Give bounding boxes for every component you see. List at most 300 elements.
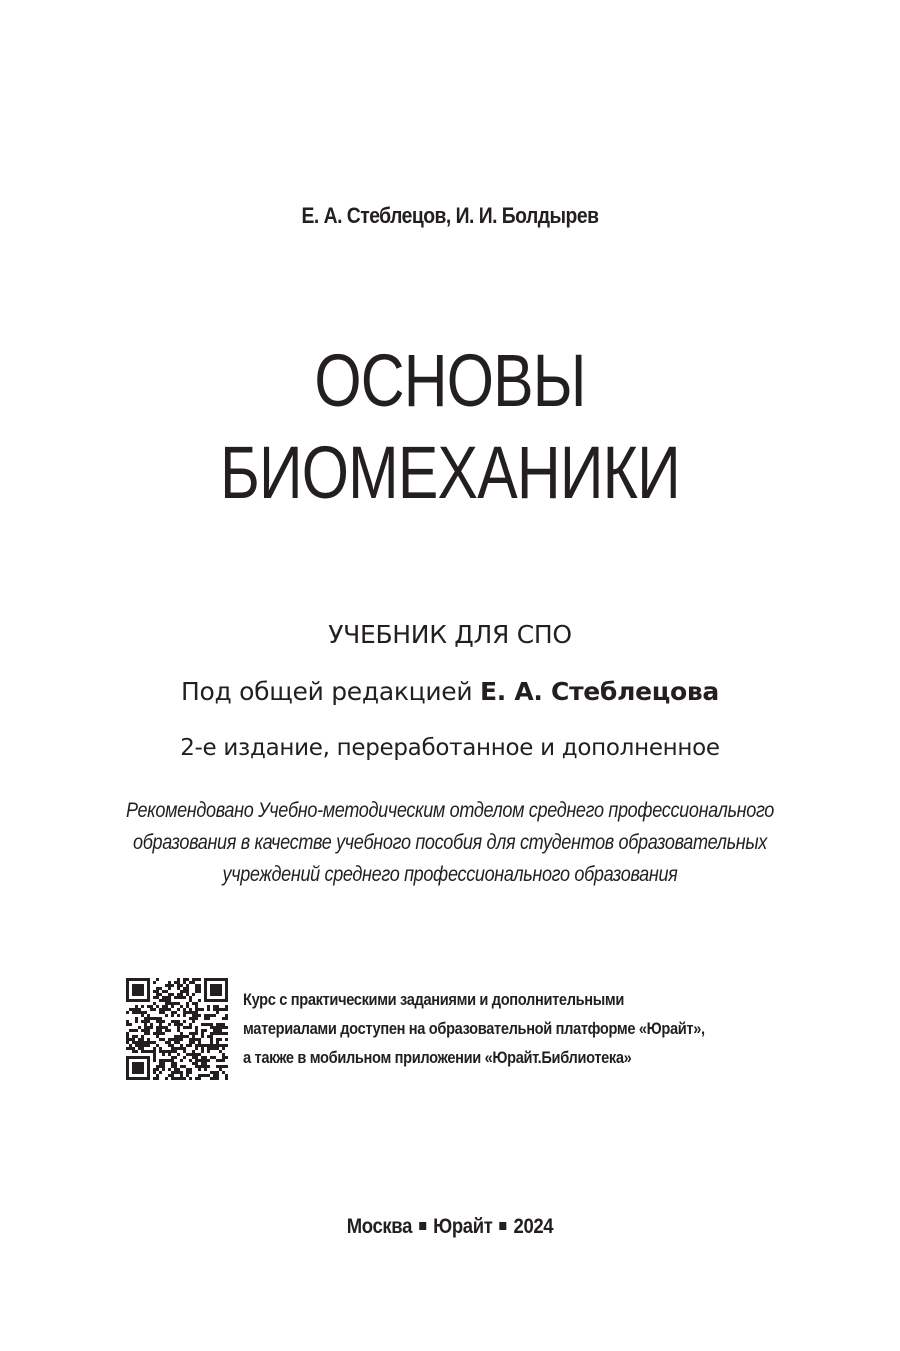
qr-module bbox=[165, 1077, 168, 1080]
qr-module bbox=[216, 1059, 219, 1062]
qr-module bbox=[216, 1047, 219, 1050]
qr-module bbox=[153, 996, 156, 999]
qr-module bbox=[168, 984, 171, 987]
qr-module bbox=[216, 1026, 219, 1029]
qr-module bbox=[207, 1008, 210, 1011]
qr-module bbox=[186, 1044, 189, 1047]
qr-module bbox=[213, 1005, 216, 1008]
qr-module bbox=[225, 1074, 228, 1077]
qr-module bbox=[180, 1071, 183, 1074]
qr-module bbox=[189, 1041, 192, 1044]
qr-module bbox=[216, 1038, 219, 1041]
qr-module bbox=[177, 1041, 180, 1044]
qr-module bbox=[162, 1008, 165, 1011]
qr-module bbox=[201, 1056, 204, 1059]
qr-module bbox=[180, 1074, 183, 1077]
qr-module bbox=[189, 1077, 192, 1080]
qr-module bbox=[165, 1041, 168, 1044]
qr-module bbox=[168, 1041, 171, 1044]
qr-module bbox=[186, 1068, 189, 1071]
qr-module bbox=[156, 990, 159, 993]
qr-module bbox=[129, 1023, 132, 1026]
qr-module bbox=[213, 1008, 216, 1011]
qr-module bbox=[213, 1077, 216, 1080]
qr-module bbox=[141, 1029, 144, 1032]
qr-module bbox=[153, 1002, 156, 1005]
course-line-3: а также в мобильном приложении «Юрайт.Библиотека» bbox=[243, 1048, 632, 1067]
qr-module bbox=[156, 987, 159, 990]
qr-module bbox=[177, 1002, 180, 1005]
qr-module bbox=[201, 1062, 204, 1065]
qr-module bbox=[171, 1059, 174, 1062]
qr-module bbox=[207, 1047, 210, 1050]
qr-module bbox=[162, 1068, 165, 1071]
qr-module bbox=[180, 1065, 183, 1068]
qr-module bbox=[195, 984, 198, 987]
qr-module bbox=[171, 993, 174, 996]
qr-module bbox=[129, 1044, 132, 1047]
qr-module bbox=[222, 1017, 225, 1020]
qr-code-icon bbox=[126, 978, 228, 1080]
qr-module bbox=[174, 1077, 177, 1080]
qr-module bbox=[177, 1047, 180, 1050]
qr-module bbox=[162, 990, 165, 993]
qr-module bbox=[192, 1011, 195, 1014]
qr-module bbox=[207, 1017, 210, 1020]
qr-module bbox=[159, 993, 162, 996]
qr-module bbox=[180, 1059, 183, 1062]
qr-module bbox=[156, 1032, 159, 1035]
qr-module bbox=[204, 1062, 207, 1065]
qr-module bbox=[171, 1065, 174, 1068]
qr-module bbox=[156, 1005, 159, 1008]
qr-module bbox=[225, 1038, 228, 1041]
qr-module bbox=[195, 1044, 198, 1047]
qr-module bbox=[126, 1035, 129, 1038]
qr-module bbox=[186, 978, 189, 981]
qr-module bbox=[174, 1035, 177, 1038]
qr-module bbox=[222, 1053, 225, 1056]
qr-module bbox=[165, 1050, 168, 1053]
qr-module bbox=[171, 1011, 174, 1014]
qr-module bbox=[168, 1059, 171, 1062]
qr-module bbox=[150, 1005, 153, 1008]
qr-module bbox=[192, 1035, 195, 1038]
qr-module bbox=[213, 1047, 216, 1050]
qr-module bbox=[195, 1029, 198, 1032]
qr-module bbox=[132, 1008, 135, 1011]
square-bullet-icon bbox=[419, 1222, 426, 1230]
qr-module bbox=[177, 1008, 180, 1011]
qr-module bbox=[180, 1032, 183, 1035]
qr-module bbox=[159, 1032, 162, 1035]
qr-module bbox=[216, 1005, 219, 1008]
qr-module bbox=[153, 981, 156, 984]
qr-module bbox=[222, 1059, 225, 1062]
qr-module bbox=[156, 1029, 159, 1032]
qr-module bbox=[216, 1041, 219, 1044]
qr-module bbox=[171, 1071, 174, 1074]
qr-module bbox=[156, 1026, 159, 1029]
qr-module bbox=[159, 1047, 162, 1050]
qr-module bbox=[135, 1035, 138, 1038]
qr-module bbox=[153, 990, 156, 993]
qr-module bbox=[141, 1020, 144, 1023]
qr-module bbox=[198, 1053, 201, 1056]
qr-module bbox=[177, 984, 180, 987]
qr-module bbox=[225, 1056, 228, 1059]
qr-module bbox=[168, 981, 171, 984]
qr-module bbox=[171, 1074, 174, 1077]
qr-module bbox=[225, 1014, 228, 1017]
qr-module bbox=[171, 1002, 174, 1005]
qr-module bbox=[174, 1038, 177, 1041]
course-info bbox=[243, 985, 705, 1072]
qr-module bbox=[192, 1050, 195, 1053]
qr-module bbox=[165, 1029, 168, 1032]
qr-module bbox=[189, 1044, 192, 1047]
qr-module bbox=[138, 1047, 141, 1050]
square-bullet-icon bbox=[499, 1222, 506, 1230]
imprint-year: 2024 bbox=[513, 1215, 554, 1238]
qr-module bbox=[213, 1032, 216, 1035]
qr-module bbox=[129, 1029, 132, 1032]
qr-module bbox=[207, 1023, 210, 1026]
qr-module bbox=[195, 1026, 198, 1029]
qr-module bbox=[168, 1038, 171, 1041]
qr-module bbox=[171, 1020, 174, 1023]
qr-module bbox=[147, 1032, 150, 1035]
qr-module bbox=[159, 1008, 162, 1011]
qr-module bbox=[129, 1047, 132, 1050]
qr-module bbox=[147, 1014, 150, 1017]
qr-module bbox=[219, 1008, 222, 1011]
qr-module bbox=[204, 1014, 207, 1017]
qr-module bbox=[171, 1050, 174, 1053]
qr-module bbox=[126, 1038, 129, 1041]
qr-module bbox=[222, 1008, 225, 1011]
qr-module bbox=[186, 1053, 189, 1056]
qr-module bbox=[156, 1074, 159, 1077]
qr-module bbox=[183, 1011, 186, 1014]
qr-module bbox=[162, 999, 165, 1002]
qr-module bbox=[219, 1029, 222, 1032]
qr-module bbox=[177, 1026, 180, 1029]
qr-module bbox=[225, 1032, 228, 1035]
qr-module bbox=[201, 1035, 204, 1038]
qr-module bbox=[144, 1026, 147, 1029]
qr-module bbox=[156, 1020, 159, 1023]
qr-module bbox=[132, 1011, 135, 1014]
qr-module bbox=[174, 1068, 177, 1071]
qr-module bbox=[189, 999, 192, 1002]
qr-module bbox=[195, 1038, 198, 1041]
qr-module bbox=[162, 1038, 165, 1041]
recommendation-line-3: учреждений среднего профессионального образования bbox=[222, 863, 678, 886]
qr-module bbox=[135, 1005, 138, 1008]
qr-module bbox=[138, 1038, 141, 1041]
qr-module bbox=[165, 984, 168, 987]
qr-module bbox=[144, 1032, 147, 1035]
recommendation-line-1: Рекомендовано Учебно-методическим отделом среднего профессионального bbox=[125, 799, 775, 822]
qr-module bbox=[156, 1077, 159, 1080]
qr-module bbox=[189, 1071, 192, 1074]
qr-module bbox=[204, 1029, 207, 1032]
qr-module bbox=[219, 1023, 222, 1026]
qr-module bbox=[147, 1005, 150, 1008]
qr-module bbox=[180, 984, 183, 987]
qr-module bbox=[153, 1032, 156, 1035]
qr-module bbox=[147, 1029, 150, 1032]
qr-module bbox=[171, 1005, 174, 1008]
qr-module bbox=[216, 1071, 219, 1074]
qr-module bbox=[183, 1035, 186, 1038]
qr-module bbox=[156, 1035, 159, 1038]
qr-module bbox=[126, 1011, 129, 1014]
qr-module bbox=[138, 1041, 141, 1044]
qr-module bbox=[156, 1065, 159, 1068]
editor-prefix: Под общей редакцией bbox=[181, 677, 480, 706]
qr-module bbox=[192, 1038, 195, 1041]
qr-module bbox=[177, 996, 180, 999]
course-line-2: материалами доступен на образовательной платформе «Юрайт», bbox=[243, 1019, 705, 1038]
qr-module bbox=[213, 1026, 216, 1029]
qr-module bbox=[219, 1038, 222, 1041]
qr-module bbox=[198, 987, 201, 990]
qr-module bbox=[183, 1077, 186, 1080]
qr-module bbox=[225, 1044, 228, 1047]
qr-module bbox=[225, 1005, 228, 1008]
qr-module bbox=[153, 1047, 156, 1050]
qr-module bbox=[168, 1074, 171, 1077]
qr-module bbox=[195, 1077, 198, 1080]
qr-module bbox=[171, 1056, 174, 1059]
qr-module bbox=[198, 1068, 201, 1071]
qr-module bbox=[183, 1020, 186, 1023]
qr-module bbox=[222, 1065, 225, 1068]
qr-module bbox=[141, 1005, 144, 1008]
qr-module bbox=[162, 1026, 165, 1029]
qr-module bbox=[198, 984, 201, 987]
qr-module bbox=[132, 1029, 135, 1032]
qr-module bbox=[168, 996, 171, 999]
qr-module bbox=[192, 993, 195, 996]
qr-module bbox=[141, 1014, 144, 1017]
qr-module bbox=[186, 984, 189, 987]
qr-module bbox=[150, 1041, 153, 1044]
qr-module bbox=[165, 1008, 168, 1011]
qr-module bbox=[207, 1014, 210, 1017]
qr-module bbox=[210, 1047, 213, 1050]
qr-module bbox=[213, 1029, 216, 1032]
book-title-line-2: БИОМЕХАНИКИ bbox=[220, 431, 680, 514]
qr-module bbox=[177, 978, 180, 981]
qr-module bbox=[126, 1020, 129, 1023]
qr-module bbox=[195, 1056, 198, 1059]
qr-module bbox=[216, 1011, 219, 1014]
qr-module bbox=[129, 1038, 132, 1041]
qr-module bbox=[138, 1011, 141, 1014]
qr-module bbox=[201, 1032, 204, 1035]
qr-module bbox=[165, 1005, 168, 1008]
qr-module bbox=[159, 1020, 162, 1023]
qr-module bbox=[198, 978, 201, 981]
qr-module bbox=[135, 1011, 138, 1014]
qr-module bbox=[126, 1032, 129, 1035]
qr-module bbox=[132, 1041, 135, 1044]
recommendation-line-2: образования в качестве учебного пособия для студентов образовательных bbox=[132, 831, 768, 854]
qr-module bbox=[183, 1065, 186, 1068]
qr-module bbox=[201, 1023, 204, 1026]
qr-module bbox=[171, 1062, 174, 1065]
qr-module bbox=[168, 1002, 171, 1005]
qr-module bbox=[195, 1047, 198, 1050]
qr-module bbox=[201, 1074, 204, 1077]
qr-module bbox=[159, 1017, 162, 1020]
qr-module bbox=[216, 1065, 219, 1068]
qr-module bbox=[189, 1008, 192, 1011]
qr-module bbox=[141, 1050, 144, 1053]
qr-module bbox=[204, 1056, 207, 1059]
qr-module bbox=[201, 1044, 204, 1047]
qr-module bbox=[189, 1032, 192, 1035]
qr-module bbox=[174, 1002, 177, 1005]
qr-module bbox=[198, 1077, 201, 1080]
qr-module bbox=[147, 1038, 150, 1041]
qr-module bbox=[159, 1029, 162, 1032]
qr-module bbox=[192, 1014, 195, 1017]
qr-module bbox=[162, 1011, 165, 1014]
qr-module bbox=[150, 1050, 153, 1053]
qr-module bbox=[177, 1035, 180, 1038]
qr-module bbox=[192, 978, 195, 981]
qr-module bbox=[204, 1023, 207, 1026]
qr-module bbox=[135, 1050, 138, 1053]
qr-module bbox=[186, 990, 189, 993]
qr-module bbox=[192, 1017, 195, 1020]
editor-name: Е. А. Стеблецова bbox=[480, 677, 719, 706]
qr-module bbox=[165, 1002, 168, 1005]
qr-module bbox=[189, 1038, 192, 1041]
qr-module bbox=[195, 1032, 198, 1035]
qr-module bbox=[204, 1017, 207, 1020]
qr-module bbox=[180, 1047, 183, 1050]
qr-module bbox=[159, 1065, 162, 1068]
qr-module bbox=[153, 1068, 156, 1071]
qr-module bbox=[165, 996, 168, 999]
qr-module bbox=[177, 1077, 180, 1080]
qr-module bbox=[174, 1056, 177, 1059]
qr-module bbox=[207, 1044, 210, 1047]
qr-module bbox=[222, 1044, 225, 1047]
qr-module bbox=[177, 981, 180, 984]
qr-module bbox=[219, 1026, 222, 1029]
qr-module bbox=[168, 1029, 171, 1032]
authors: Е. А. Стеблецов, И. И. Болдырев bbox=[301, 203, 599, 228]
qr-module bbox=[174, 1023, 177, 1026]
qr-module bbox=[210, 1071, 213, 1074]
qr-module bbox=[150, 1023, 153, 1026]
qr-module bbox=[171, 984, 174, 987]
qr-module bbox=[204, 1044, 207, 1047]
qr-module bbox=[153, 1071, 156, 1074]
qr-module bbox=[225, 1065, 228, 1068]
qr-module bbox=[210, 1077, 213, 1080]
qr-module bbox=[183, 1026, 186, 1029]
qr-module bbox=[198, 1059, 201, 1062]
qr-module bbox=[159, 1059, 162, 1062]
qr-module bbox=[198, 1008, 201, 1011]
qr-module bbox=[219, 1065, 222, 1068]
qr-module bbox=[135, 1020, 138, 1023]
qr-module bbox=[189, 1068, 192, 1071]
qr-module bbox=[141, 1038, 144, 1041]
qr-module bbox=[210, 1041, 213, 1044]
qr-module bbox=[204, 1059, 207, 1062]
qr-module bbox=[201, 1065, 204, 1068]
qr-module bbox=[141, 1035, 144, 1038]
qr-module bbox=[207, 1074, 210, 1077]
qr-module bbox=[150, 1017, 153, 1020]
qr-module bbox=[153, 1017, 156, 1020]
qr-module bbox=[174, 1050, 177, 1053]
qr-module bbox=[168, 1023, 171, 1026]
qr-module bbox=[162, 1032, 165, 1035]
qr-module bbox=[147, 1026, 150, 1029]
qr-module bbox=[183, 978, 186, 981]
qr-module bbox=[177, 987, 180, 990]
qr-module bbox=[195, 1053, 198, 1056]
qr-module bbox=[189, 1026, 192, 1029]
qr-module bbox=[132, 1047, 135, 1050]
qr-module bbox=[204, 1074, 207, 1077]
qr-module bbox=[171, 1038, 174, 1041]
qr-module bbox=[144, 1023, 147, 1026]
qr-module bbox=[222, 1032, 225, 1035]
qr-module bbox=[198, 1065, 201, 1068]
qr-module bbox=[207, 1050, 210, 1053]
qr-module bbox=[216, 1077, 219, 1080]
qr-module bbox=[189, 981, 192, 984]
qr-module bbox=[159, 1023, 162, 1026]
qr-module bbox=[180, 1005, 183, 1008]
qr-module bbox=[162, 1005, 165, 1008]
qr-module bbox=[183, 1050, 186, 1053]
qr-module bbox=[144, 1029, 147, 1032]
qr-module bbox=[126, 1047, 129, 1050]
qr-module bbox=[156, 993, 159, 996]
qr-module bbox=[201, 1059, 204, 1062]
qr-module bbox=[177, 1023, 180, 1026]
qr-module bbox=[171, 1014, 174, 1017]
qr-module bbox=[168, 1008, 171, 1011]
qr-module bbox=[183, 981, 186, 984]
qr-module bbox=[180, 1035, 183, 1038]
qr-module bbox=[198, 999, 201, 1002]
qr-module bbox=[174, 1041, 177, 1044]
qr-module bbox=[216, 1008, 219, 1011]
qr-module bbox=[195, 990, 198, 993]
qr-module bbox=[153, 1077, 156, 1080]
qr-module bbox=[183, 1014, 186, 1017]
qr-module bbox=[141, 1047, 144, 1050]
qr-module bbox=[213, 1071, 216, 1074]
qr-module bbox=[153, 1059, 156, 1062]
qr-module bbox=[135, 1044, 138, 1047]
qr-module bbox=[159, 1038, 162, 1041]
qr-module bbox=[192, 1020, 195, 1023]
qr-module bbox=[180, 1038, 183, 1041]
